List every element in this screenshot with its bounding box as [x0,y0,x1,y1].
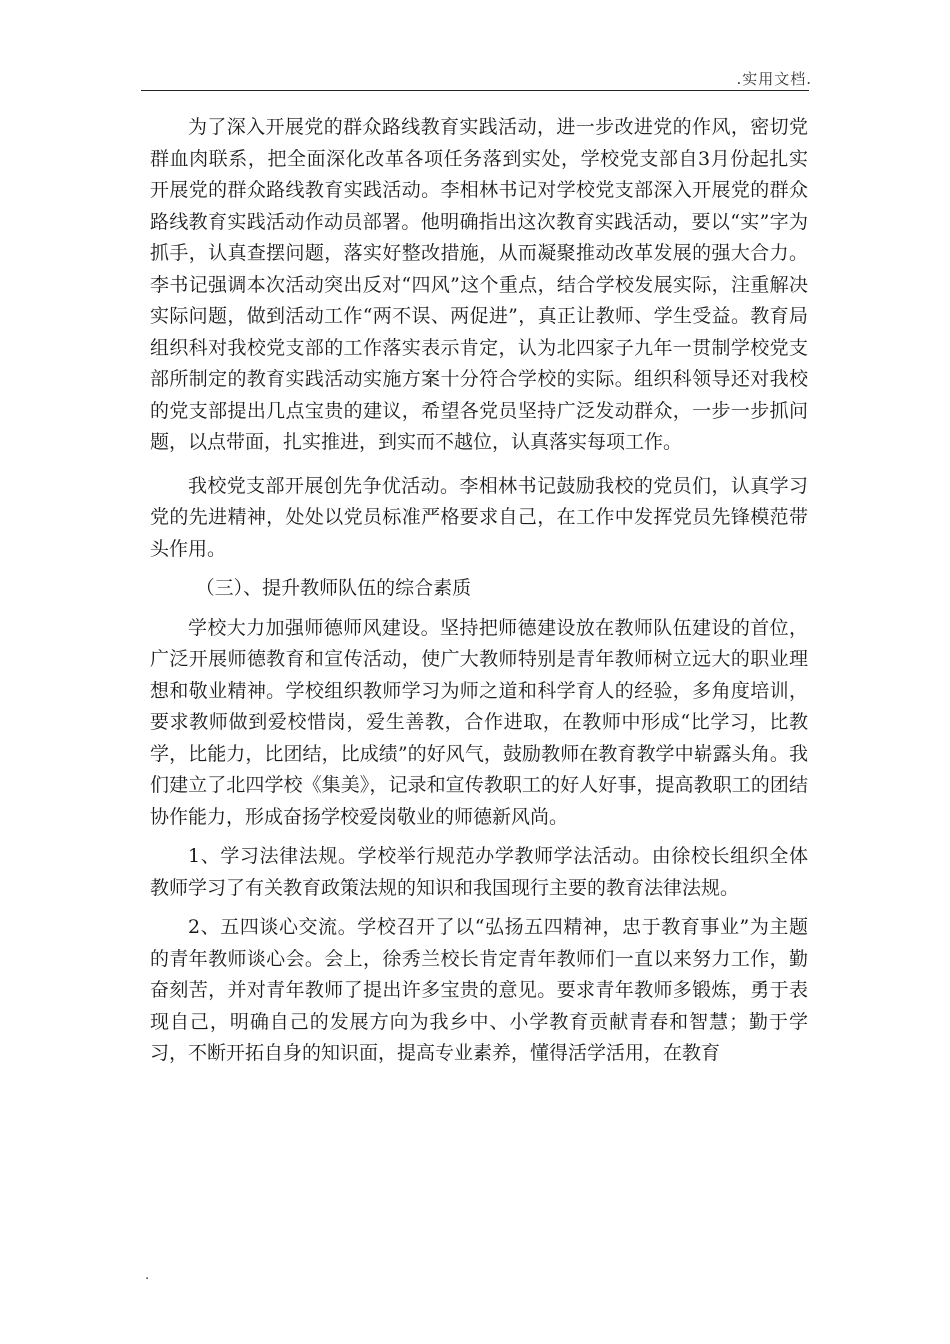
header-label: .实用文档. [736,70,812,88]
paragraph-teacher-ethics: 学校大力加强师德师风建设。坚持把师德建设放在教师队伍建设的首位，广泛开展师德教育和宣传活动，使广大教师特别是青年教师树立远大的职业理想和敬业精神。学校组织教师学习为师之道和科学育人的经验，多角度培训，要求教师做到爱校惜岗，爱生善教，合作进取，在教师中形成“比学习，比教学，比能力，比团结，比成绩”的好风气，鼓励教师在教育教学中崭露头角。我们建立了北四学校《集美》，记录和宣传教职工的好人好事，提高教职工的团结协作能力，形成奋扬学校爱岗敬业的师德新风尚。 [150,616,808,828]
footer-mark: . [145,1268,150,1283]
paragraph-law-study: 1、学习法律法规。学校举行规范办学教师学法活动。由徐校长组织全体教师学习了有关教育政策法规的知识和我国现行主要的教育法律法规。 [150,845,808,899]
document-body [150,112,808,1070]
section-heading: （三）、提升教师队伍的综合素质 [195,577,472,599]
header-divider [141,90,809,91]
paragraph-may-fourth-talk: 2、五四谈心交流。学校召开了以“弘扬五四精神，忠于教育事业”为主题的青年教师谈心会。会上，徐秀兰校长肯定青年教师们一直以来努力工作，勤奋刻苦，并对青年教师了提出许多宝贵的意见。要求青年教师多锻炼，勇于表现自己，明确自己的发展方向为我乡中、小学教育贡献青春和智慧；勤于学习，不断开拓自身的知识面，提高专业素养，懂得活学活用，在教育 [150,916,808,1064]
paragraph-excellence-campaign: 我校党支部开展创先争优活动。李相林书记鼓励我校的党员们，认真学习党的先进精神，处处以党员标准严格要求自己，在工作中发挥党员先锋模范带头作用。 [150,474,808,560]
paragraph-party-line-campaign: 为了深入开展党的群众路线教育实践活动，进一步改进党的作风，密切党群血肉联系，把全面深化改革各项任务落到实处，学校党支部自3月份起扎实开展党的群众路线教育实践活动。李相林书记对学校党支部深入开展党的群众路线教育实践活动作动员部署。他明确指出这次教育实践活动，要以“实”字为抓手，认真查摆问题，落实好整改措施，从而凝聚推动改革发展的强大合力。李书记强调本次活动突出反对“四风”这个重点，结合学校发展实际，注重解决实际问题，做到活动工作“两不误、两促进”，真正让教师、学生受益。教育局组织科对我校党支部的工作落实表示肯定，认为北四家子九年一贯制学校党支部所制定的教育实践活动实施方案十分符合学校的实际。组织科领导还对我校的党支部提出几点宝贵的建议，希望各党员坚持广泛发动群众，一步一步抓问题，以点带面，扎实推进，到实而不越位，认真落实每项工作。 [150,116,808,453]
